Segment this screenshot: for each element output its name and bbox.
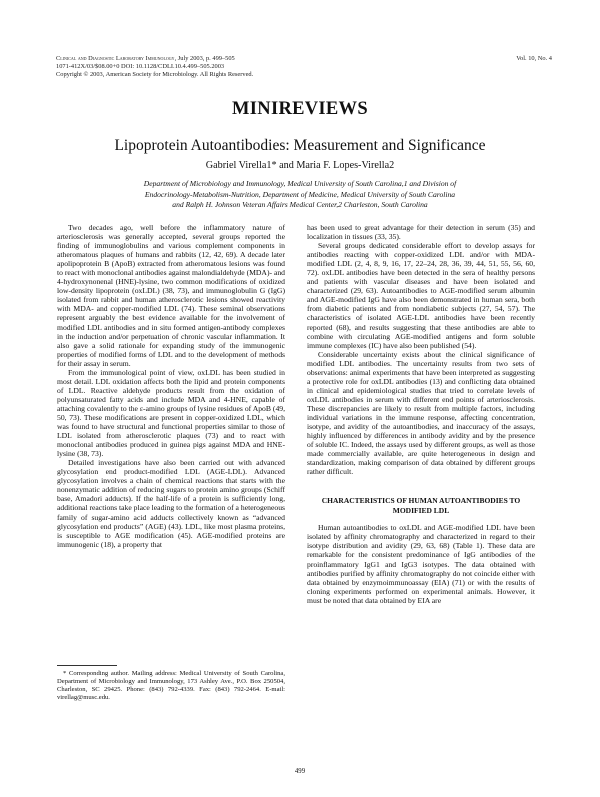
authors: Gabriel Virella1* and Maria F. Lopes-Virella2 [205, 160, 395, 171]
paragraph: has been used to great advantage for their detection in serum (35) and localization in tissues (33, 35). [307, 223, 535, 242]
corresponding-author-note: * Corresponding author. Mailing address: Medical University of South Carolina, Department of Microbiology and Immunology, 173 Ashley Ave., P.O. Box 250504, Charleston, SC 29425. Phone: (843) 792-4339. Fax: (843) 792-2464. E-mail: virellag@musc.edu. [57, 670, 285, 702]
issn-doi: 1071-412X/03/$08.00+0 DOI: 10.1128/CDLI.10.4.499–505.2003 [56, 63, 225, 71]
paragraph: Several groups dedicated considerable effort to develop assays for antibodies reacting with copper-oxidized LDL and/or with MDA-modified LDL (2, 4, 8, 9, 16, 17, 22–24, 28, 36, 39, 44, 51, 55, 56, 60, 72). oxLDL antibodies have been detected in the sera of healthy persons and patients with vascular diseases and have been isolated and characterized (29, 63). Autoantibodies to AGE-modified serum albumin and AGE-modified IgG have also been demonstrated in human sera, both from diabetic patients and from nondiabetic subjects (27, 54, 57). The characteristics of isolated AGE-LDL antibodies have been recently reported (68), and results suggesting that these antibodies are able to combine with circulating AGE-modified antigens and form soluble immune complexes (IC) have also been published (54). [307, 241, 535, 350]
left-column [57, 223, 285, 549]
affiliation-line: and Ralph H. Johnson Veteran Affairs Medical Center,2 Charleston, South Carolina [172, 200, 428, 210]
issue-pages: , July 2003, p. 499–505 [174, 55, 235, 62]
affiliation-line: Endocrinology-Metabolism-Nutrition, Department of Medicine, Medical University of South Carolina [144, 189, 456, 199]
paragraph: Two decades ago, well before the inflammatory nature of arteriosclerosis was generally accepted, several groups reported the finding of immunoglobulins and various complement components in atheromatous plaques of humans and rabbits (12, 42, 69). A decade later apolipoprotein B (ApoB) extracted from atheromatous lesions was found to react with monoclonal antibodies against malondialdehyde (MDA)- and 4-hydroxynonenal (HNE)-lysine, two common modifications of oxidized low-density lipoprotein (oxLDL) (38, 73), and immunoglobulin G (IgG) isolated from rabbit and human atherosclerotic lesions showed reactivity with MDA- and copper-modified LDL (74). These seminal observations represent arguably the best evidence available for the involvement of modified LDL antibodies and in situ formed antigen-antibody complexes in the induction and/or perpetuation of chronic vascular inflammation. It also gave a solid rationale for expanding study of the immunogenic properties of modified forms of LDL and to the development of methods for their assay in serum. [57, 223, 285, 368]
article-title: Lipoprotein Autoantibodies: Measurement and Significance [114, 137, 486, 154]
footnote [57, 670, 285, 702]
journal-name: Clinical and Diagnostic Laboratory Immunology [56, 55, 175, 62]
page-number: 499 [294, 768, 306, 775]
footnote-divider [57, 665, 117, 666]
paragraph: Detailed investigations have also been carried out with advanced glycosylation end product-modified LDL (AGE-LDL). Advanced glycosylation involves a chain of chemical reactions that starts with the nonenzymatic addition of reducing sugars to protein amino groups (Schiff base, Amadori adducts). If the half-life of a protein is sufficiently long, additional reactions take place leading to the formation of a heterogeneous family of sugar-amino acid adducts collectively known as “advanced glycosylation end products” (AGE) (43). LDL, like most plasma proteins, is susceptible to AGE modification (45). AGE-modified proteins are immunogenic (18), a property that [57, 458, 285, 549]
paragraph: Considerable uncertainty exists about the clinical significance of modified LDL antibodies. The uncertainty results from two sets of observations: animal experiments that have been interpreted as suggesting a protective role for oxLDL antibodies (13) and conflicting data obtained in clinical and epidemiological studies that tried to correlate levels of oxLDL antibodies in serum with different end points of arteriosclerosis. These discrepancies are likely to result from multiple factors, including individual variations in the immune response, affecting concentration, isotype, and avidity of the autoantibodies, and inaccuracy of the assays, highly influenced by differences in antibody avidity and by the presence of soluble IC. Indeed, the assays used by different groups, as well as those made commercially available, are quite heterogeneous in design and standardization, making comparison of data obtained by different groups rather difficult. [307, 349, 535, 477]
section-label: MINIREVIEWS [232, 99, 368, 119]
running-header [56, 55, 436, 80]
affiliation [90, 179, 510, 211]
paragraph: From the immunological point of view, oxLDL has been studied in most detail. LDL oxidation affects both the lipid and protein components of LDL. Reactive aldehyde products result from the oxidation of polyunsaturated fatty acids and include MDA and 4-HNE, capable of attaching covalently to the ε-amino groups of lysine residues of ApoB (49, 50, 73). These modifications are present in copper-oxidized LDL, which was found to have structural and functional properties similar to those of LDL isolated from atherosclerotic plaques (73) and to react with monoclonal antibodies produced in guinea pigs against MDA and HNE-lysine (38, 73). [57, 367, 285, 459]
paragraph: Human autoantibodies to oxLDL and AGE-modified LDL have been isolated by affinity chromatography and characterized in regard to their isotype distribution and avidity (29, 63, 68) (Table 1). These data are remarkable for the consistent predominance of IgG antibodies of the proinflammatory IgG1 and IgG3 isotypes. The data obtained with antibodies purified by affinity chromatography do not coincide either with data obtained by enzymoimmunoassay (EIA) (71) or with the results of cloning experiments performed on experimental animals. However, it must be noted that data obtained by EIA are [307, 523, 535, 605]
affiliation-line: Department of Microbiology and Immunology, Medical University of South Carolina,1 and Division of [143, 179, 457, 188]
copyright-line: Copyright © 2003, American Society for Microbiology. All Rights Reserved. [56, 71, 254, 79]
volume-number: Vol. 10, No. 4 [516, 55, 552, 62]
right-column [307, 223, 535, 605]
section-heading: CHARACTERISTICS OF HUMAN AUTOANTIBODIES TO MODIFIED LDL [321, 496, 521, 516]
